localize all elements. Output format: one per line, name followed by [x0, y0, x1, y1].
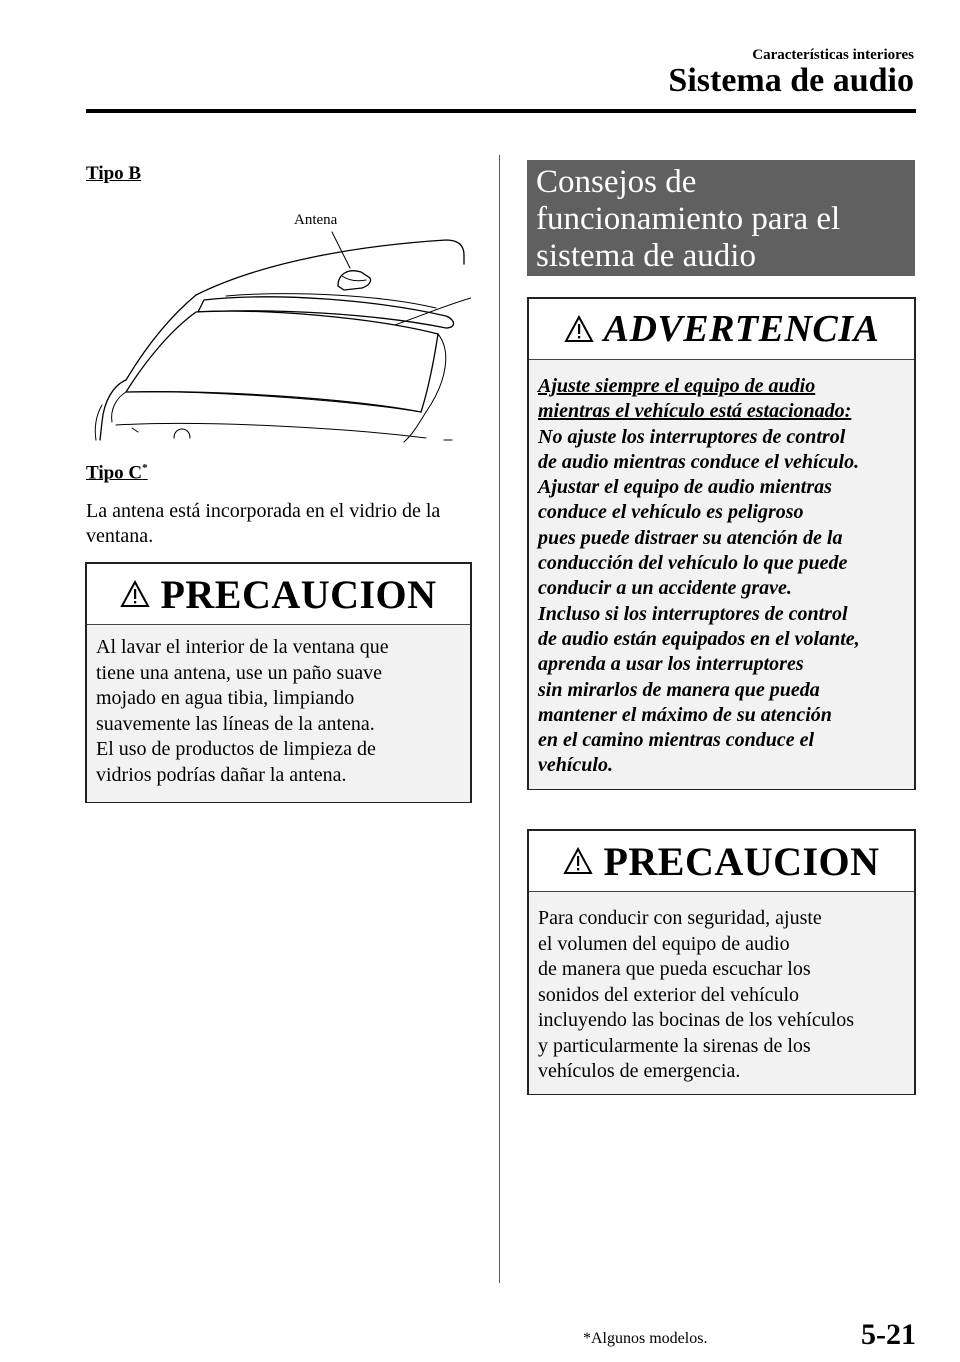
advertencia-title: ADVERTENCIA: [603, 308, 880, 350]
text-line: conducción del vehículo lo que puede: [538, 552, 848, 575]
tipo-b-heading: Tipo B: [86, 163, 142, 184]
text-line: conducir a un accidente grave.: [538, 577, 792, 600]
tipo-c-heading: [86, 462, 148, 484]
antenna-description: La antena está incorporada en el vidrio de la ventana.: [86, 500, 441, 547]
text-line: suavemente las líneas de la antena.: [96, 712, 375, 735]
text-line: sonidos del exterior del vehículo: [538, 983, 800, 1006]
consejos-banner: [527, 160, 915, 276]
text-line: conduce el vehículo es peligroso: [538, 501, 804, 524]
precaucion-box-left: [85, 562, 472, 803]
banner-line: sistema de audio: [536, 238, 756, 274]
text-line: vidrios podrías dañar la antena.: [96, 763, 347, 786]
tipo-c-label: Tipo C: [86, 462, 143, 484]
advertencia-lead-line: mientras el vehículo está estacionado:: [538, 400, 852, 423]
text-line: y particularmente la sirenas de los: [538, 1034, 811, 1057]
antena-label: Antena: [294, 212, 338, 228]
precaucion-body: [529, 892, 914, 1094]
footnote: *Algunos modelos.: [583, 1330, 708, 1347]
section-title: Sistema de audio: [668, 62, 914, 99]
banner-line: Consejos de: [536, 164, 697, 200]
text-line: mojado en agua tibia, limpiando: [96, 687, 355, 709]
text-line: sin mirarlos de manera que pueda: [538, 678, 820, 701]
text-line: No ajuste los interruptores de control: [538, 425, 846, 448]
warning-triangle-icon: [564, 315, 594, 343]
text-line: incluyendo las bocinas de los vehículos: [538, 1009, 855, 1031]
precaucion-title: PRECAUCION: [160, 571, 437, 617]
advertencia-body: [529, 360, 914, 789]
text-line: Al lavar el interior de la ventana que: [96, 636, 389, 658]
header-rule: [86, 109, 916, 113]
optional-marker: *: [142, 462, 148, 474]
rear-window-antenna-illustration: [86, 200, 471, 445]
column-divider: [499, 155, 500, 1283]
advertencia-lead-line: Ajuste siempre el equipo de audio: [538, 375, 816, 397]
precaucion-title: PRECAUCION: [603, 838, 880, 884]
text-line: de manera que pueda escuchar los: [538, 958, 811, 980]
text-line: el volumen del equipo de audio: [538, 932, 790, 955]
text-line: en el camino mientras conduce el: [538, 729, 815, 752]
text-line: pues puede distraer su atención de la: [538, 526, 843, 549]
text-line: aprenda a usar los interruptores: [538, 653, 804, 676]
advertencia-header: [529, 299, 914, 360]
precaucion-header: [529, 831, 914, 892]
warning-triangle-icon: [563, 847, 593, 875]
chapter-title: Características interiores: [752, 47, 914, 63]
text-line: de audio están equipados en el volante,: [538, 627, 860, 650]
text-line: Para conducir con seguridad, ajuste: [538, 907, 822, 929]
text-line: mantener el máximo de su atención: [538, 703, 832, 726]
banner-line: funcionamiento para el: [536, 201, 841, 237]
text-line: Ajustar el equipo de audio mientras: [538, 476, 832, 499]
advertencia-box: [527, 297, 916, 790]
text-line: El uso de productos de limpieza de: [96, 738, 376, 760]
precaucion-body: [87, 625, 470, 802]
precaucion-header: [87, 564, 470, 625]
precaucion-box-right: [527, 829, 916, 1095]
text-line: vehículo.: [538, 754, 613, 777]
text-line: vehículos de emergencia.: [538, 1060, 741, 1082]
page-number: 5-21: [861, 1318, 916, 1351]
warning-triangle-icon: [120, 580, 150, 608]
text-line: Incluso si los interruptores de control: [538, 602, 848, 625]
text-line: tiene una antena, use un paño suave: [96, 661, 383, 684]
text-line: de audio mientras conduce el vehículo.: [538, 450, 860, 473]
